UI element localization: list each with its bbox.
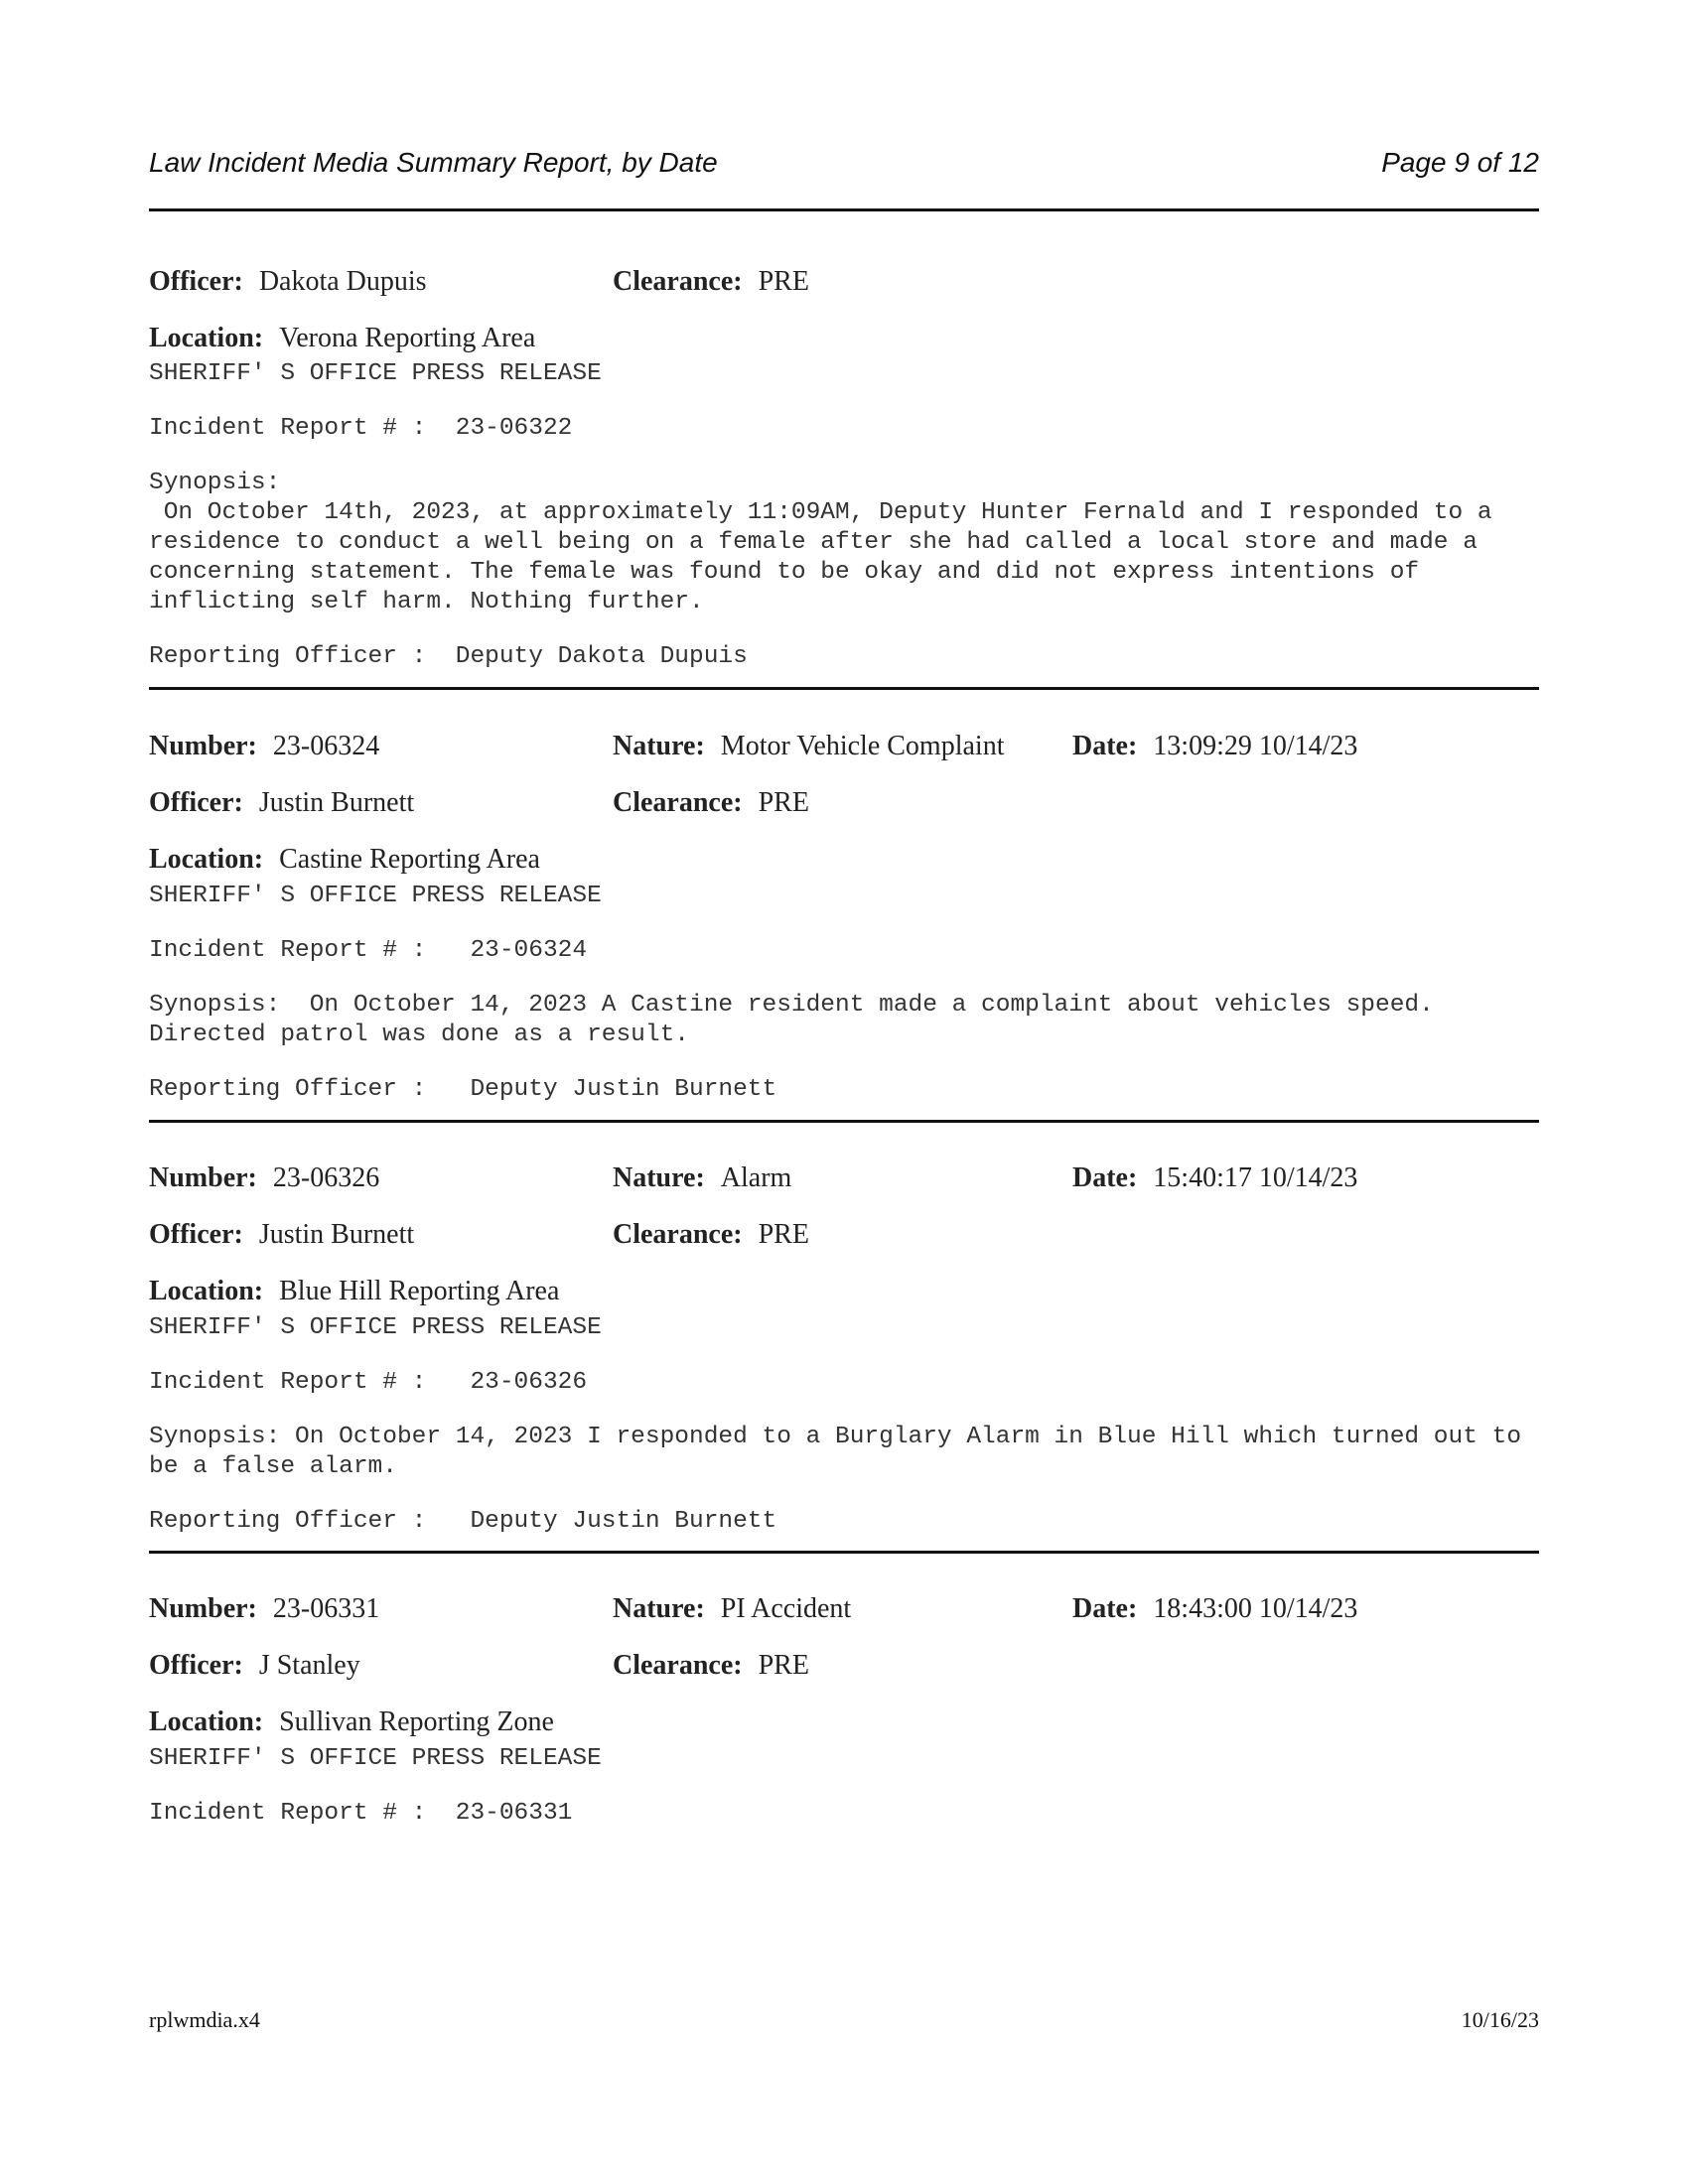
press-release-line: SHERIFF' S OFFICE PRESS RELEASE (149, 883, 602, 909)
officer-value: Dakota Dupuis (258, 266, 427, 297)
report-title: Law Incident Media Summary Report, by Date (149, 147, 718, 178)
date-value: 15:40:17 10/14/23 (1153, 1162, 1358, 1193)
clearance-label: Clearance: (613, 266, 743, 297)
officer-label: Officer: (149, 787, 243, 818)
date-label: Date: (1072, 1593, 1138, 1624)
header-rule (149, 208, 1539, 211)
nature-label: Nature: (613, 731, 705, 761)
location-row (149, 1276, 1539, 1315)
synopsis-text: Synopsis: On October 14, 2023 I responded to a Burglary Alarm in Blue Hill which turned out to be a false alarm. (149, 1424, 1536, 1480)
incident-report-number: Incident Report # : 23-06326 (149, 1369, 588, 1396)
nature-value: Motor Vehicle Complaint (720, 731, 1005, 761)
number-label: Number: (149, 731, 257, 761)
location-value: Verona Reporting Area (279, 323, 536, 353)
nature-value: Alarm (720, 1162, 792, 1193)
reporting-officer: Reporting Officer : Deputy Dakota Dupuis (149, 643, 748, 670)
reporting-officer: Reporting Officer : Deputy Justin Burnett (149, 1508, 777, 1535)
number-label: Number: (149, 1593, 257, 1624)
number-label: Number: (149, 1162, 257, 1193)
clearance-label: Clearance: (613, 1650, 743, 1681)
officer-label: Officer: (149, 1650, 243, 1681)
clearance-value: PRE (758, 787, 809, 818)
clearance-value: PRE (758, 1219, 809, 1250)
entry-divider (149, 1551, 1539, 1554)
location-value: Sullivan Reporting Zone (279, 1706, 554, 1737)
officer-label: Officer: (149, 1219, 243, 1250)
location-row (149, 1706, 1539, 1746)
page-number: Page 9 of 12 (1381, 147, 1539, 178)
number-value: 23-06326 (272, 1162, 380, 1193)
number-row (149, 1162, 1539, 1202)
location-label: Location: (149, 1276, 264, 1306)
number-value: 23-06331 (272, 1593, 380, 1624)
date-value: 18:43:00 10/14/23 (1153, 1593, 1358, 1624)
press-release-line: SHERIFF' S OFFICE PRESS RELEASE (149, 360, 602, 387)
nature-value: PI Accident (720, 1593, 852, 1624)
press-release-line: SHERIFF' S OFFICE PRESS RELEASE (149, 1745, 602, 1772)
date-label: Date: (1072, 731, 1138, 761)
officer-value: J Stanley (258, 1650, 360, 1681)
number-row (149, 1593, 1539, 1633)
date-label: Date: (1072, 1162, 1138, 1193)
entry-divider (149, 687, 1539, 690)
footer-report-code: rplwmdia.x4 (149, 2007, 260, 2032)
officer-row (149, 1219, 1539, 1259)
officer-row (149, 266, 1539, 306)
clearance-value: PRE (758, 266, 809, 297)
number-value: 23-06324 (272, 731, 380, 761)
officer-value: Justin Burnett (258, 1219, 415, 1250)
page-header (149, 139, 1539, 189)
location-label: Location: (149, 844, 264, 875)
footer-print-date: 10/16/23 (1461, 2007, 1539, 2032)
officer-row (149, 1650, 1539, 1690)
incident-report-number: Incident Report # : 23-06324 (149, 937, 588, 964)
officer-row (149, 787, 1539, 827)
press-release-line: SHERIFF' S OFFICE PRESS RELEASE (149, 1314, 602, 1341)
clearance-value: PRE (758, 1650, 809, 1681)
location-row (149, 323, 1539, 362)
officer-label: Officer: (149, 266, 243, 297)
location-label: Location: (149, 323, 264, 353)
location-label: Location: (149, 1706, 264, 1737)
incident-report-number: Incident Report # : 23-06331 (149, 1800, 573, 1827)
officer-value: Justin Burnett (258, 787, 415, 818)
location-row (149, 844, 1539, 884)
synopsis-text: Synopsis: On October 14, 2023 A Castine resident made a complaint about vehicles speed. Directed patrol was done as a result. (149, 992, 1449, 1048)
incident-report-number: Incident Report # : 23-06322 (149, 415, 573, 442)
reporting-officer: Reporting Officer : Deputy Justin Burnett (149, 1076, 777, 1103)
location-value: Blue Hill Reporting Area (279, 1276, 560, 1306)
synopsis-label: Synopsis: (149, 470, 281, 496)
location-value: Castine Reporting Area (279, 844, 540, 875)
synopsis-text: On October 14th, 2023, at approximately 11:09AM, Deputy Hunter Fernald and I responded to a residence to conduct a well being on a female after she had called a local store and made a concerning statement. The female was found to be okay and did not express intentions of inflicting self harm. Nothing further. (149, 499, 1507, 615)
number-row (149, 731, 1539, 770)
nature-label: Nature: (613, 1593, 705, 1624)
nature-label: Nature: (613, 1162, 705, 1193)
entry-divider (149, 1120, 1539, 1123)
clearance-label: Clearance: (613, 1219, 743, 1250)
clearance-label: Clearance: (613, 787, 743, 818)
date-value: 13:09:29 10/14/23 (1153, 731, 1358, 761)
